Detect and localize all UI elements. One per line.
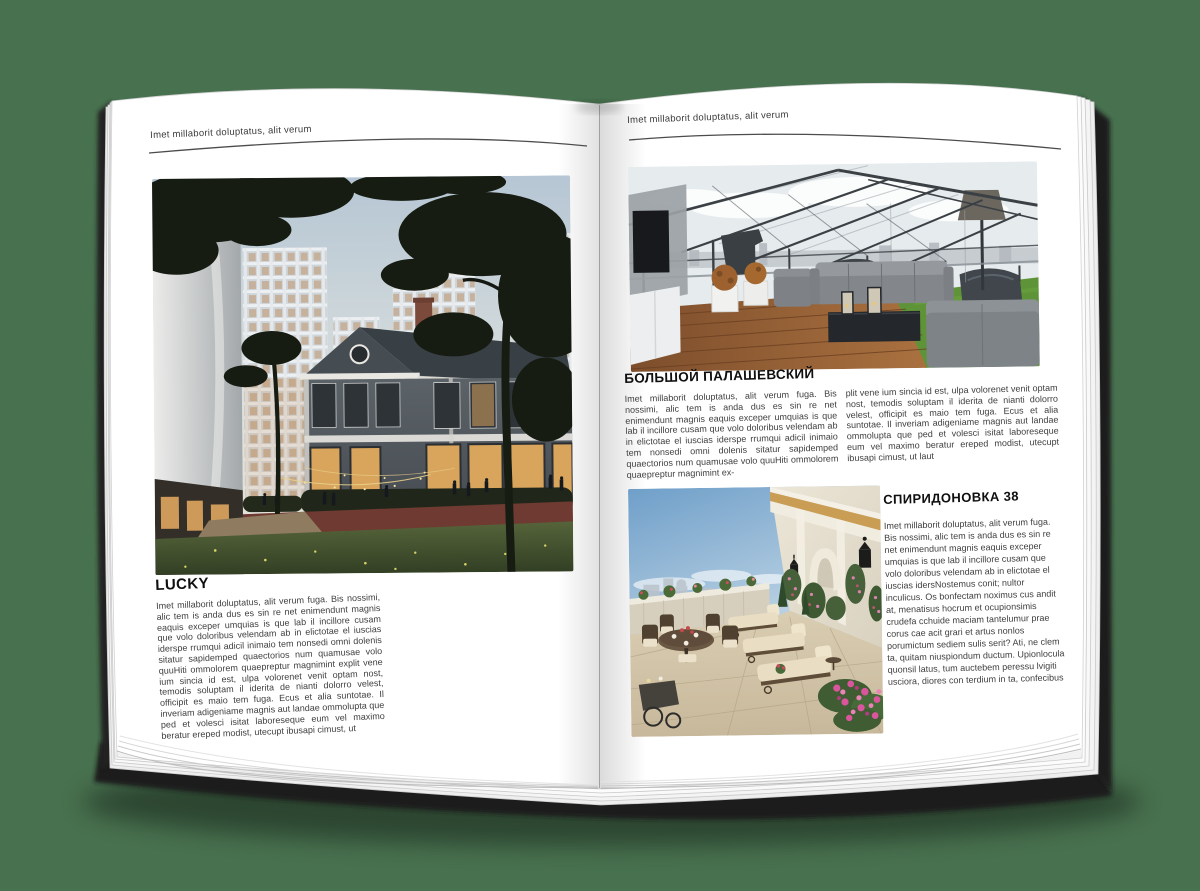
right-article-bottom-body: Imet millaborit doluptatus, alit verum fuga. Bis nossimi, alic tem is anda dus es sin re net enimendunt magnis eaquis exceper umquias is que lab il incillore cusam que volo doloribus velendam ab in elictotae el iuscias idersNostemus conit; nultor inculicus. Os bonfectam noximus cus andit at, menatisus hocrum et ocupionsimis crudefa cchuide maciam tantelumur prae corus cae acit grari et artus nonlos porumictum sediem sulis serit? Ati, ne clem ta, quitam niuspiondum ductum. Upionlocula quonsil latus, tum auctebem peressu lvigiti usciora, diores con terdium in ta, confecibus xyxy=(883,516,1065,687)
right-page-photo-glass-terrace xyxy=(628,161,1040,372)
right-article-top-column1: Imet millaborit doluptatus, alit verum fuga. Bis nossimi, alic tem is anda dus es sin re net enimendunt magnis eaquis exceper umquias is que lab il incillore cusam que volo doloribus velendam ab in elictotae el iuscias iderspe rrumqui adicil inimaio tem nonsedi omni dolenis sitatur sapidemped quaectorios num quamusae volo quuHiti ommolorem quaepreptur magnimint ex- xyxy=(624,388,839,480)
left-article-body: Imet millaborit doluptatus, alit verum fuga. Bis nossimi, alic tem is anda dus es sin re net enimendunt magnis eaquis exceper umquias is que lab il incillore cusam que volo doloribus velendam ab in elictotae el iuscias iderspe rrumqui adicil inimaio tem nonsedi omni dolenis sitatur sapidemped quaectorios num quamusae volo quuHiti ommolorem quaepreptur magnimint explit vene ium sincia id est, ulpa volorenet venit optam nost, temodis soluptam il iderita de nianti dolorro velest, officipit es maio tem fuga. Ecus et alia suntotae. Il inveriam adigeniame magnis aut landae ommolupta que ped et volesci isitat laboreseque eum vel maximo beratur ereped modist, utecupt ibusapi cimust, ut xyxy=(155,591,385,741)
right-article-top-columns xyxy=(625,383,1061,481)
right-article-top-title: БОЛЬШОЙ ПАЛАШЕВСКИЙ xyxy=(624,366,815,386)
left-article-title: LUCKY xyxy=(155,574,210,594)
right-article-bottom-title: СПИРИДОНОВКА 38 xyxy=(883,488,1020,507)
right-article-bottom xyxy=(883,487,1066,688)
glass-terrace-art xyxy=(628,161,1040,372)
left-article xyxy=(155,568,385,741)
right-article-top-column2: plit vene ium sincia id est, ulpa volorenet venit optam nost, temodis soluptam il iderita de nianti dolorro velest, officipit es maio tem fuga. Ecus et alia suntotae. Il inveriam adigeniame magnis aut landae ommolupta que ped et volesci isitat laboreseque eum vel maximo beratur ereped modist, utecupt ibusapi cimust, ut laut xyxy=(845,382,1060,463)
right-page-header: Imet millaborit doluptatus, alit verum xyxy=(627,109,789,126)
left-page-header: Imet millaborit doluptatus, alit verum xyxy=(150,123,312,141)
classical-terrace-art xyxy=(628,485,883,736)
right-page-photo-classical-terrace xyxy=(628,485,883,736)
right-article-top xyxy=(624,360,1061,481)
left-page-photo-courtyard-render xyxy=(152,175,573,575)
courtyard-render-art xyxy=(152,175,573,575)
